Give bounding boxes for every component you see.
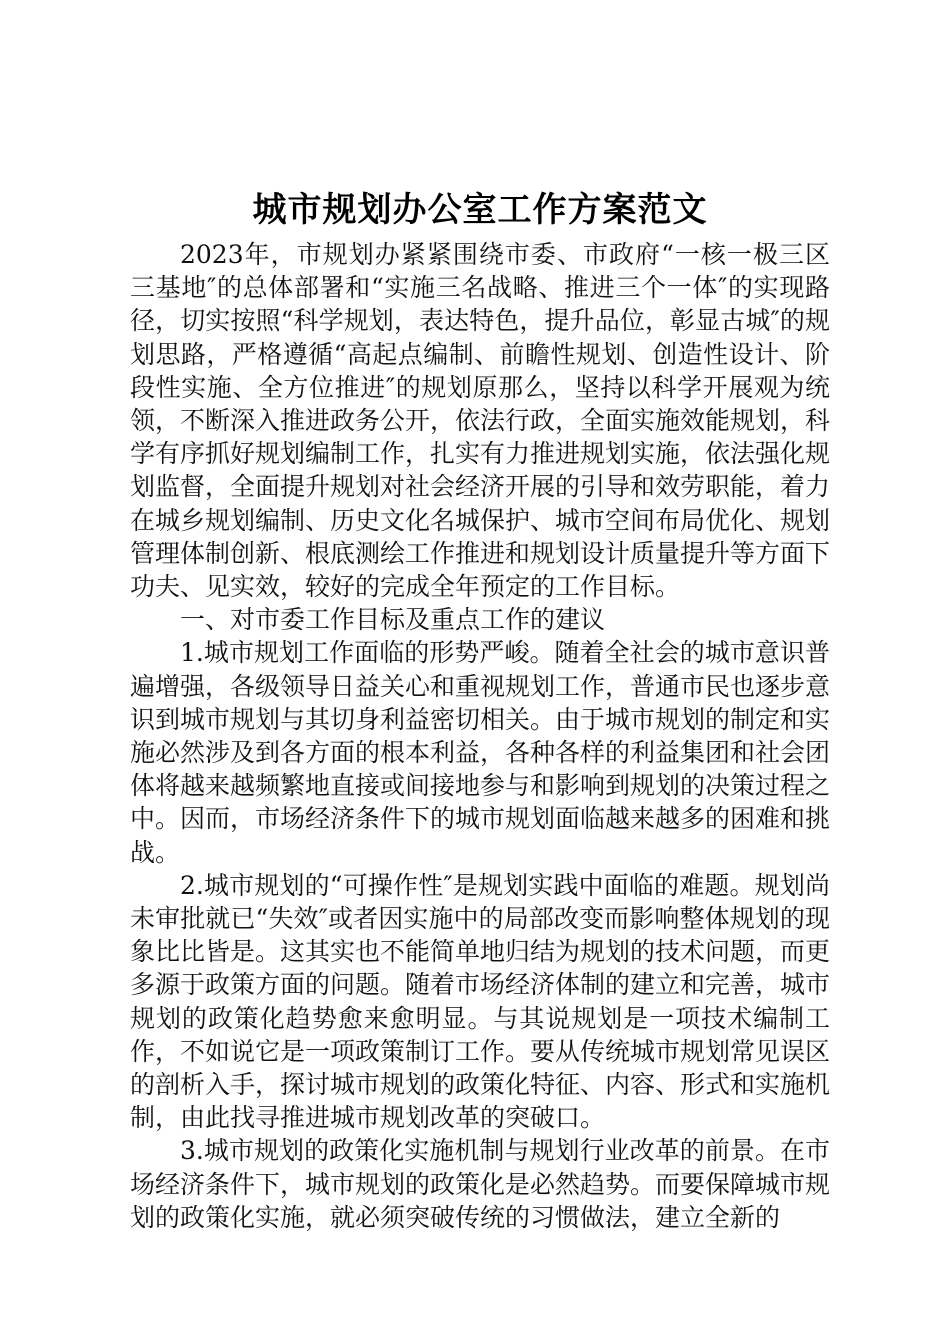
point-2-paragraph: 2.城市规划的“可操作性″是规划实践中面临的难题。规划尚未审批就已“失效″或者因实施中的局部改变而影响整体规划的现象比比皆是。这其实也不能简单地归结为规划的技术问题，而更多源于政策方面的问题。随着市场经济体制的建立和完善，城市规划的政策化趋势愈来愈明显。与其说规划是一项技术编制工作，不如说它是一项政策制订工作。要从传统城市规划常见误区的剖析入手，探讨城市规划的政策化特征、内容、形式和实施机制，由此找寻推进城市规划改革的突破口。 <box>130 870 831 1133</box>
document-title: 城市规划办公室工作方案范文 <box>252 190 708 230</box>
point-1-paragraph: 1.城市规划工作面临的形势严峻。随着全社会的城市意识普遍增强，各级领导日益关心和重视规划工作，普通市民也逐步意识到城市规划与其切身利益密切相关。由于城市规划的制定和实施必然涉及到各方面的根本利益，各种各样的利益集团和社会团体将越来越频繁地直接或间接地参与和影响到规划的决策过程之中。因而，市场经济条件下的城市规划面临越来越多的困难和挑战。 <box>130 638 831 867</box>
section-heading: 一、对市委工作目标及重点工作的建议 <box>180 605 606 635</box>
intro-paragraph: 2023年，市规划办紧紧围绕市委、市政府“一核一极三区三基地″的总体部署和“实施三名战略、推进三个一体″的实现路径，切实按照“科学规划，表达特色，提升品位，彰显古城″的规划思路，严格遵循“高起点编制、前瞻性规划、创造性设计、阶段性实施、全方位推进″的规划原那么，坚持以科学开展观为统领，不断深入推进政务公开，依法行政，全面实施效能规划，科学有序抓好规划编制工作，扎实有力推进规划实施，依法强化规划监督，全面提升规划对社会经济开展的引导和效劳职能，着力在城乡规划编制、历史文化名城保护、城市空间布局优化、规划管理体制创新、根底测绘工作推进和规划设计质量提升等方面下功夫、见实效，较好的完成全年预定的工作目标。 <box>130 240 831 602</box>
document-page <box>130 182 830 1234</box>
point-3-paragraph: 3.城市规划的政策化实施机制与规划行业改革的前景。在市场经济条件下，城市规划的政策化是必然趋势。而要保障城市规划的政策化实施，就必须突破传统的习惯做法，建立全新的 <box>130 1136 831 1232</box>
